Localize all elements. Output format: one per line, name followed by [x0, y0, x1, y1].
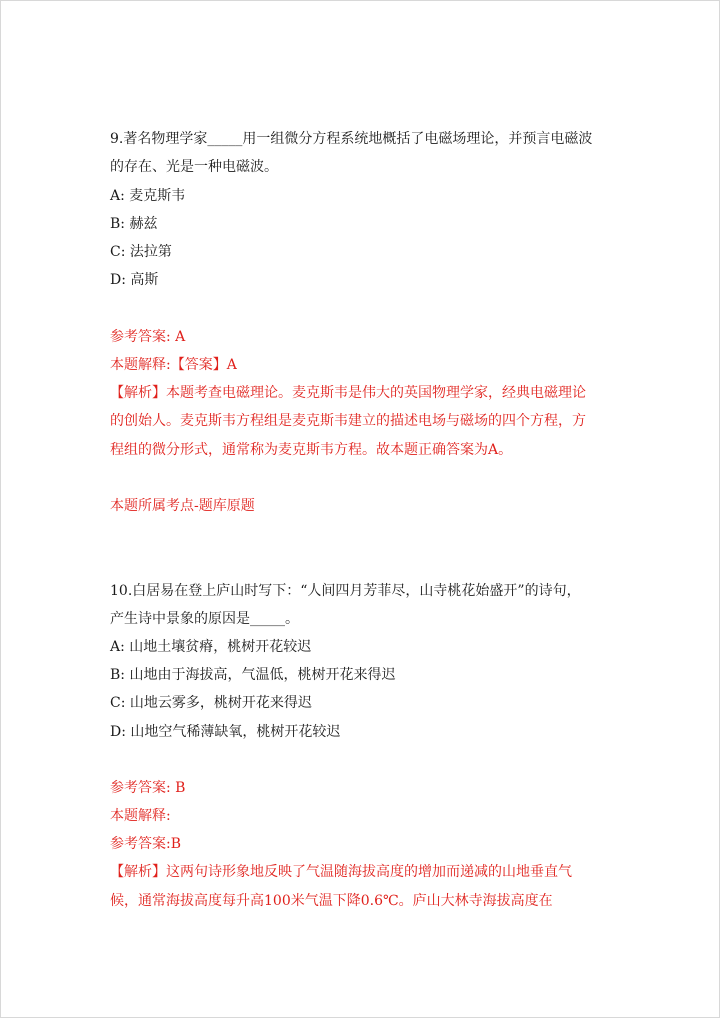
question-9-text-line-1: 9.著名物理学家_____用一组微分方程系统地概括了电磁场理论，并预言电磁波	[110, 131, 593, 147]
question-9-analysis-line-1: 【解析】本题考查电磁理论。麦克斯韦是伟大的英国物理学家，经典电磁理论	[110, 385, 586, 401]
question-9-explanation-heading: 本题解释:【答案】A	[110, 357, 237, 373]
question-10-answer-repeat: 参考答案:B	[110, 836, 182, 852]
question-9-option-a: A: 麦克斯韦	[110, 188, 186, 204]
question-9-analysis-line-2: 的创始人。麦克斯韦方程组是麦克斯韦建立的描述电场与磁场的四个方程，方	[110, 413, 586, 429]
question-10-text-line-2: 产生诗中景象的原因是_____。	[110, 611, 299, 627]
question-10-analysis-line-1: 【解析】这两句诗形象地反映了气温随海拔高度的增加而递减的山地垂直气	[110, 864, 572, 880]
question-10-option-d: D: 山地空气稀薄缺氧，桃树开花较迟	[110, 724, 341, 740]
question-9-analysis-line-3: 程组的微分形式，通常称为麦克斯韦方程。故本题正确答案为A。	[110, 442, 513, 458]
question-9-topic: 本题所属考点-题库原题	[110, 498, 255, 514]
question-9-answer: 参考答案: A	[110, 329, 186, 345]
question-10-option-a: A: 山地土壤贫瘠，桃树开花较迟	[110, 639, 312, 655]
question-10-option-b: B: 山地由于海拔高，气温低，桃树开花来得迟	[110, 667, 396, 683]
question-9-text-line-2: 的存在、光是一种电磁波。	[110, 159, 278, 175]
question-10-text-line-1: 10.白居易在登上庐山时写下：“人间四月芳菲尽，山寺桃花始盛开”的诗句，	[110, 583, 581, 599]
question-10-answer: 参考答案: B	[110, 780, 186, 796]
question-10-analysis-line-2: 候，通常海拔高度每升高100米气温下降0.6℃。庐山大林寺海拔高度在	[110, 893, 553, 909]
question-9-option-b: B: 赫兹	[110, 216, 158, 232]
question-10-explanation-heading: 本题解释:	[110, 808, 171, 824]
question-9-option-c: C: 法拉第	[110, 244, 172, 260]
question-9-option-d: D: 高斯	[110, 272, 159, 288]
question-10-option-c: C: 山地云雾多，桃树开花来得迟	[110, 695, 312, 711]
